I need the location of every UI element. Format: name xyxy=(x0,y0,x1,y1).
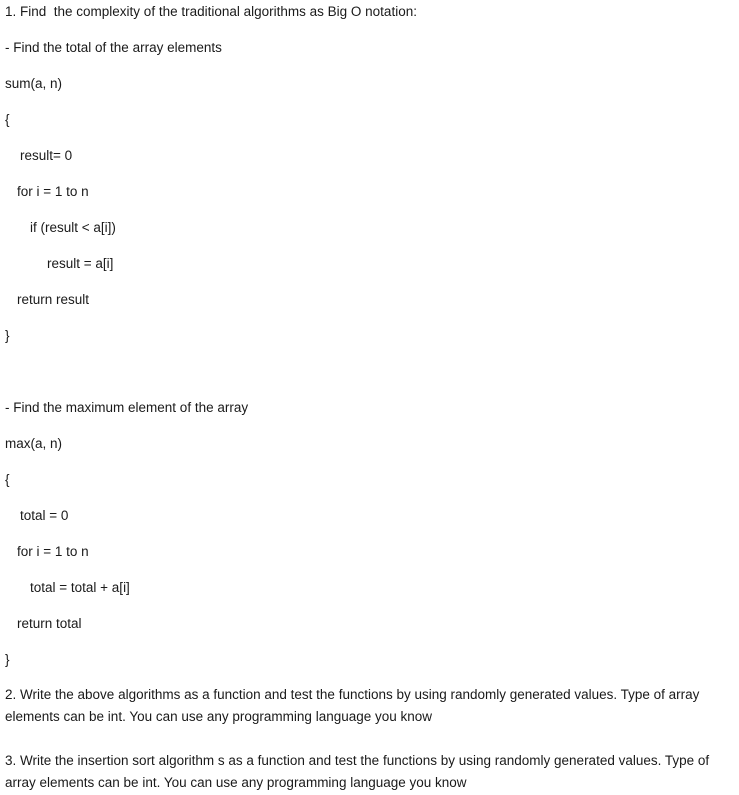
max-signature: max(a, n) xyxy=(5,436,63,451)
question-3-text: 3. Write the insertion sort algorithm s as a function and test the functions by using randomly generated values. Type of array elements can be int. You can use any programming language you know xyxy=(5,753,710,790)
sum-line-for-loop: for i = 1 to n xyxy=(17,184,89,199)
max-close-brace: } xyxy=(5,652,10,667)
max-line-accumulate: total = total + a[i] xyxy=(30,580,130,595)
sum-line-if: if (result < a[i]) xyxy=(30,220,116,235)
question-1-heading: 1. Find the complexity of the traditional algorithms as Big O notation: xyxy=(5,4,417,19)
max-line-for-loop: for i = 1 to n xyxy=(17,544,89,559)
max-line-total-init: total = 0 xyxy=(20,508,69,523)
sum-description: - Find the total of the array elements xyxy=(5,40,222,55)
sum-open-brace: { xyxy=(5,112,10,127)
max-description: - Find the maximum element of the array xyxy=(5,400,249,415)
max-line-return: return total xyxy=(17,616,82,631)
sum-signature: sum(a, n) xyxy=(5,76,63,91)
sum-line-result-init: result= 0 xyxy=(20,148,73,163)
sum-close-brace: } xyxy=(5,328,10,343)
question-2-text: 2. Write the above algorithms as a function and test the functions by using randomly generated values. Type of array elements can be int. You can use any programming language you know xyxy=(5,687,700,724)
sum-line-return: return result xyxy=(17,292,90,307)
max-open-brace: { xyxy=(5,472,10,487)
sum-line-assign: result = a[i] xyxy=(47,256,114,271)
